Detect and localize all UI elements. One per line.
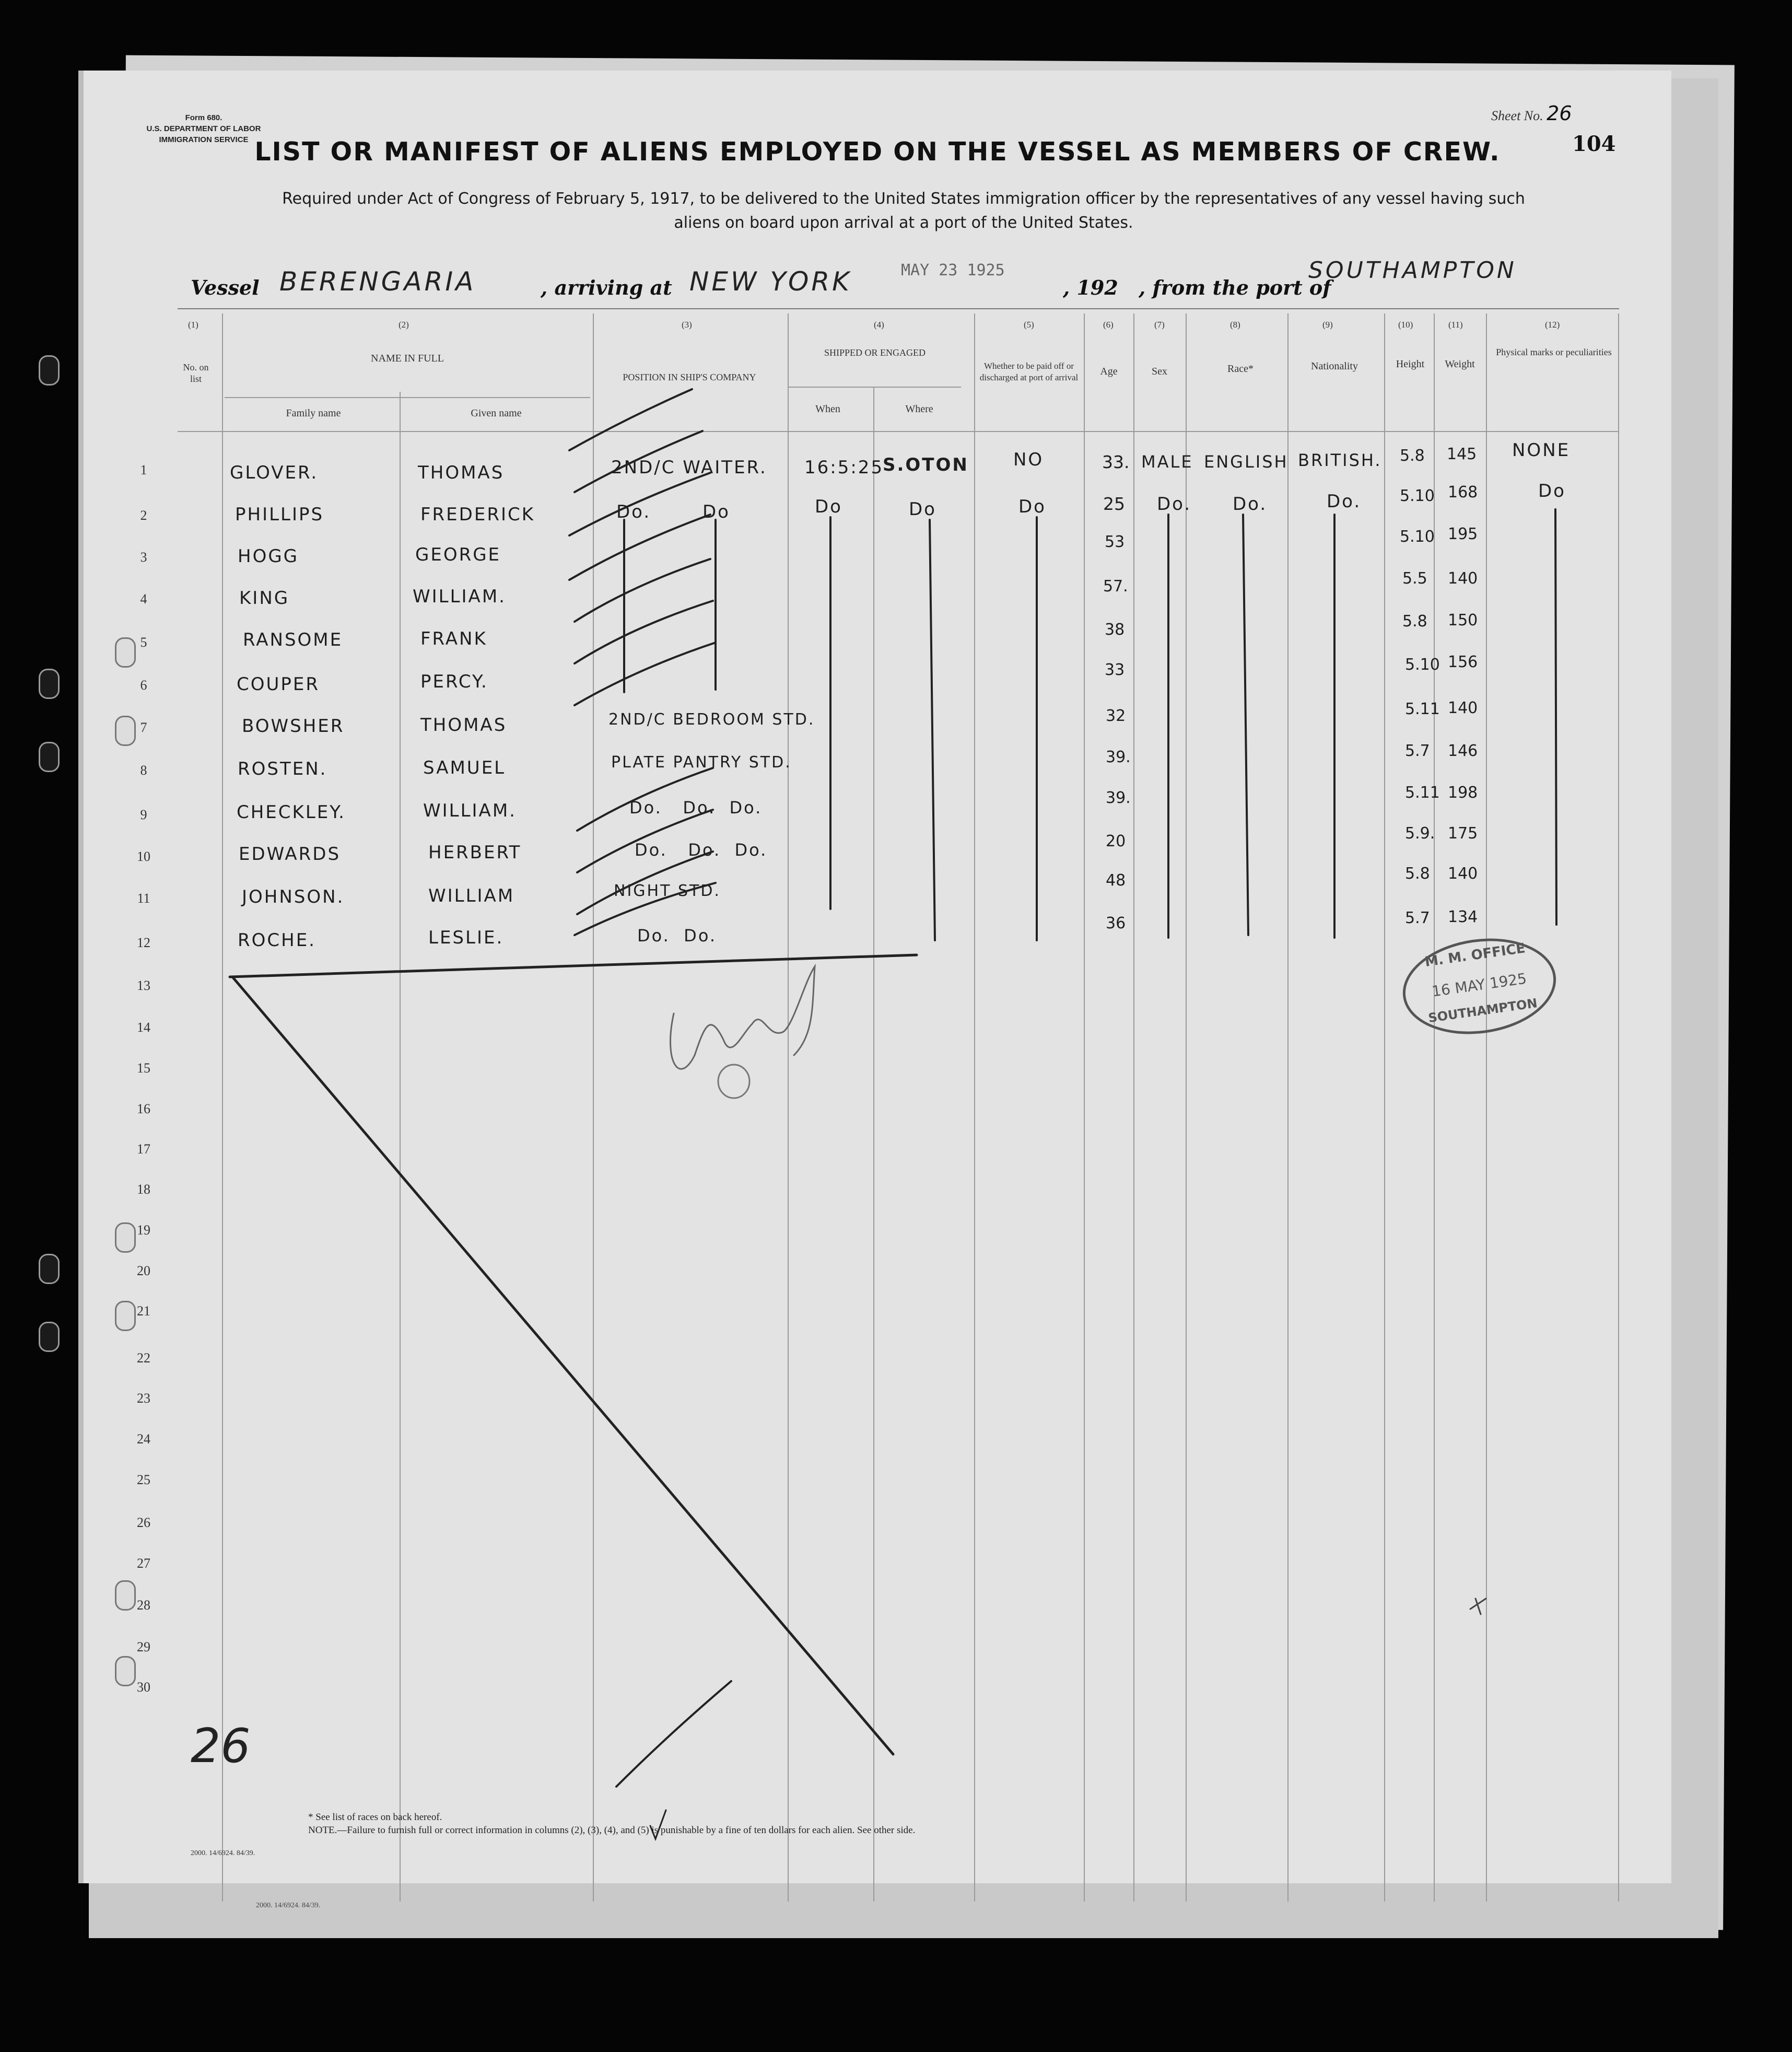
position: Do (702, 502, 730, 522)
age: 39. (1106, 748, 1131, 766)
col-header-race: Race* (1227, 363, 1254, 375)
height: 5.10 (1400, 487, 1435, 505)
given-name: GEORGE (415, 544, 501, 565)
ditto-line (930, 520, 935, 940)
row-number: 15 (137, 1060, 150, 1076)
age: 25 (1103, 494, 1125, 514)
age: 53 (1105, 533, 1125, 551)
row-number: 11 (137, 891, 150, 906)
arrival-date-stamp: MAY 23 1925 (901, 261, 1005, 279)
col-number: (12) (1545, 320, 1560, 330)
weight: 145 (1447, 445, 1477, 463)
weight: 140 (1448, 865, 1478, 883)
row-number: 5 (140, 635, 147, 650)
position: Do. (616, 502, 651, 522)
position: 2ND/C WAITER. (611, 457, 767, 478)
family-name: COUPER (237, 674, 320, 695)
from-port-label: , from the port of (1139, 276, 1331, 299)
row-number: 4 (140, 591, 147, 607)
tick-stroke (575, 883, 716, 935)
family-name: GLOVER. (230, 462, 319, 483)
weight: 198 (1448, 784, 1478, 802)
stamp-bottom: SOUTHAMPTON (1427, 996, 1539, 1026)
col-header-sex: Sex (1152, 366, 1167, 377)
paid-off: NO (1013, 449, 1044, 470)
vessel-label: Vessel (191, 276, 260, 299)
stamp-date: 16 MAY 1925 (1431, 970, 1528, 1000)
height: 5.11 (1405, 784, 1440, 802)
weight: 134 (1448, 908, 1478, 926)
page-number: 104 (1572, 132, 1616, 156)
family-name: PHILLIPS (235, 504, 324, 525)
col-header-given-name: Given name (471, 407, 522, 419)
height: 5.10 (1405, 656, 1440, 674)
service-name: IMMIGRATION SERVICE (159, 135, 249, 144)
stamp-top: M. M. OFFICE (1424, 940, 1527, 970)
row-number: 10 (137, 849, 150, 864)
pencil-initials-circle (718, 1065, 749, 1098)
age: 36 (1106, 914, 1126, 932)
position: PLATE PANTRY STD. (611, 753, 792, 772)
col-header-height: Height (1396, 358, 1425, 370)
form-title: LIST OR MANIFEST OF ALIENS EMPLOYED ON THE VESSEL AS MEMBERS OF CREW. (254, 137, 1501, 167)
tick-stroke (577, 768, 713, 831)
col-header-where: Where (905, 403, 933, 415)
col-number: (4) (874, 320, 884, 330)
family-name: CHECKLEY. (237, 802, 346, 823)
given-name: THOMAS (420, 715, 507, 736)
tick-stroke (616, 1681, 731, 1787)
row-number: 27 (137, 1556, 150, 1571)
shipped-where: Do (909, 499, 936, 520)
height: 5.5 (1402, 569, 1427, 588)
row-number: 2 (140, 508, 147, 523)
col-header-when: When (815, 403, 840, 415)
departure-port: SOUTHAMPTON (1308, 257, 1517, 284)
row-number: 3 (140, 550, 147, 565)
col-header-name: NAME IN FULL (371, 353, 444, 364)
position: NIGHT STD. (614, 882, 721, 900)
col-number: (5) (1024, 320, 1034, 330)
sheet-number-handwritten: 26 (191, 1719, 251, 1774)
marks: Do (1538, 481, 1566, 502)
family-name: EDWARDS (239, 844, 341, 865)
print-code: 2000. 14/6924. 84/39. (191, 1849, 255, 1857)
tick-stroke (569, 389, 692, 450)
given-name: WILLIAM (428, 885, 515, 906)
position: Do. Do. Do. (635, 840, 768, 860)
row-number: 24 (137, 1431, 150, 1447)
col-number: (2) (399, 320, 409, 330)
height: 5.9. (1405, 824, 1435, 843)
family-name: KING (239, 588, 290, 609)
paid-off: Do (1018, 496, 1046, 517)
nationality: Do. (1327, 491, 1362, 512)
weight: 195 (1448, 525, 1478, 543)
family-name: ROSTEN. (238, 759, 327, 779)
age: 33 (1105, 661, 1125, 679)
race-footnote: * See list of races on back hereof. (308, 1812, 442, 1823)
row-number: 6 (140, 678, 147, 693)
family-name: RANSOME (243, 629, 343, 650)
given-name: WILLIAM. (423, 800, 517, 821)
form-number: Form 680. (185, 113, 222, 122)
row-number: 19 (137, 1222, 150, 1238)
height: 5.10 (1400, 528, 1435, 546)
row-number: 22 (137, 1350, 150, 1366)
family-name: JOHNSON. (242, 887, 345, 907)
col-header-position: POSITION IN SHIP'S COMPANY (623, 372, 756, 382)
row-number: 28 (137, 1598, 150, 1613)
row-number: 18 (137, 1182, 150, 1197)
year-label: , 192 (1063, 276, 1118, 299)
col-number: (3) (682, 320, 692, 330)
strike-diagonal (232, 977, 893, 1754)
row-number: 29 (137, 1639, 150, 1654)
given-name: FREDERICK (420, 504, 535, 525)
height: 5.8 (1405, 865, 1430, 883)
height: 5.7 (1405, 909, 1430, 927)
row-number: 17 (137, 1141, 150, 1157)
weight: 150 (1448, 611, 1478, 629)
vessel-name: BERENGARIA (279, 266, 476, 297)
family-name: BOWSHER (242, 716, 345, 737)
age: 20 (1106, 832, 1126, 850)
row-number: 13 (137, 978, 150, 993)
row-number: 30 (137, 1680, 150, 1695)
shipped-when: Do (815, 496, 842, 517)
shipped-where: S.OTON (883, 454, 969, 475)
col-number: (6) (1103, 320, 1114, 330)
family-name: HOGG (238, 546, 299, 567)
col-header-weight: Weight (1445, 358, 1475, 370)
weight: 140 (1448, 569, 1478, 588)
print-code-underlying: 2000. 14/6924. 84/39. (256, 1902, 321, 1909)
given-name: SAMUEL (423, 757, 506, 778)
height: 5.8 (1400, 447, 1425, 465)
age: 48 (1106, 871, 1126, 890)
given-name: HERBERT (428, 842, 522, 863)
sheet-number-label: Sheet No. (1491, 108, 1543, 123)
row-number: 23 (137, 1391, 150, 1406)
age: 33. (1102, 452, 1130, 472)
row-number: 16 (137, 1101, 150, 1116)
ditto-line (1243, 515, 1248, 935)
subtitle-line: Required under Act of Congress of February 5, 1917, to be delivered to the United States immigration officer by the representatives of any vessel having such (282, 190, 1525, 208)
weight: 168 (1448, 483, 1478, 502)
weight: 175 (1448, 824, 1478, 843)
position: Do. Do. Do. (629, 798, 763, 818)
weight: 146 (1448, 742, 1478, 760)
row-number: 12 (137, 935, 150, 950)
given-name: LESLIE. (428, 927, 504, 948)
age: 38 (1105, 621, 1125, 639)
col-header-marks: Physical marks or peculiarities (1496, 347, 1612, 357)
height: 5.11 (1405, 700, 1440, 718)
ditto-line (1555, 509, 1556, 925)
row-number: 25 (137, 1472, 150, 1487)
age: 39. (1106, 789, 1131, 807)
col-header-shipped: SHIPPED OR ENGAGED (824, 347, 926, 358)
row-number: 14 (137, 1020, 150, 1035)
department-name: U.S. DEPARTMENT OF LABOR (146, 124, 261, 133)
col-header-age: Age (1100, 366, 1118, 377)
nationality: BRITISH. (1298, 450, 1382, 470)
row-number: 1 (140, 462, 147, 477)
position: 2ND/C BEDROOM STD. (608, 710, 815, 729)
tick-stroke (575, 559, 710, 622)
sex: MALE (1141, 452, 1193, 472)
sex: Do. (1157, 494, 1192, 515)
weight: 156 (1448, 653, 1478, 671)
col-header-no: No. on list (183, 362, 209, 384)
row-number: 8 (140, 763, 147, 778)
col-number: (11) (1448, 320, 1463, 330)
subtitle-line: aliens on board upon arrival at a port of the United States. (674, 214, 1133, 232)
arriving-label: , arriving at (541, 276, 672, 299)
col-number: (1) (188, 320, 198, 330)
position: Do. Do. (637, 926, 717, 946)
col-number: (10) (1398, 320, 1413, 330)
arrival-port: NEW YORK (689, 266, 852, 297)
family-name: ROCHE. (238, 930, 316, 951)
penalty-note: NOTE.—Failure to furnish full or correct information in columns (2), (3), (4), and (5) is punishable by a fine of ten dollars for each alien. See other side. (308, 1825, 916, 1836)
row-number: 20 (137, 1263, 150, 1278)
pencil-signature (671, 966, 815, 1069)
col-header-paid-off: Whether to be paid off or discharged at port of arrival (979, 361, 1079, 382)
race: ENGLISH (1204, 452, 1289, 472)
weight: 140 (1448, 699, 1478, 717)
shipped-when: 16:5:25 (804, 457, 884, 478)
col-number: (8) (1230, 320, 1240, 330)
given-name: THOMAS (418, 462, 505, 483)
age: 57. (1103, 577, 1128, 596)
given-name: FRANK (420, 628, 487, 649)
age: 32 (1106, 707, 1126, 725)
row-number: 7 (140, 720, 147, 735)
sheet-number-value: 26 (1547, 102, 1572, 125)
row-number: 9 (140, 807, 147, 822)
pencil-mark (1470, 1599, 1486, 1614)
height: 5.7 (1405, 742, 1430, 760)
col-header-family-name: Family name (286, 407, 341, 419)
col-header-nationality: Nationality (1311, 360, 1358, 372)
marks: NONE (1512, 440, 1571, 461)
col-number: (9) (1322, 320, 1333, 330)
row-number: 26 (137, 1515, 150, 1530)
given-name: PERCY. (420, 671, 488, 692)
given-name: WILLIAM. (413, 586, 506, 607)
col-number: (7) (1154, 320, 1165, 330)
row-number: 21 (137, 1303, 150, 1319)
height: 5.8 (1402, 612, 1427, 631)
race: Do. (1233, 494, 1268, 515)
